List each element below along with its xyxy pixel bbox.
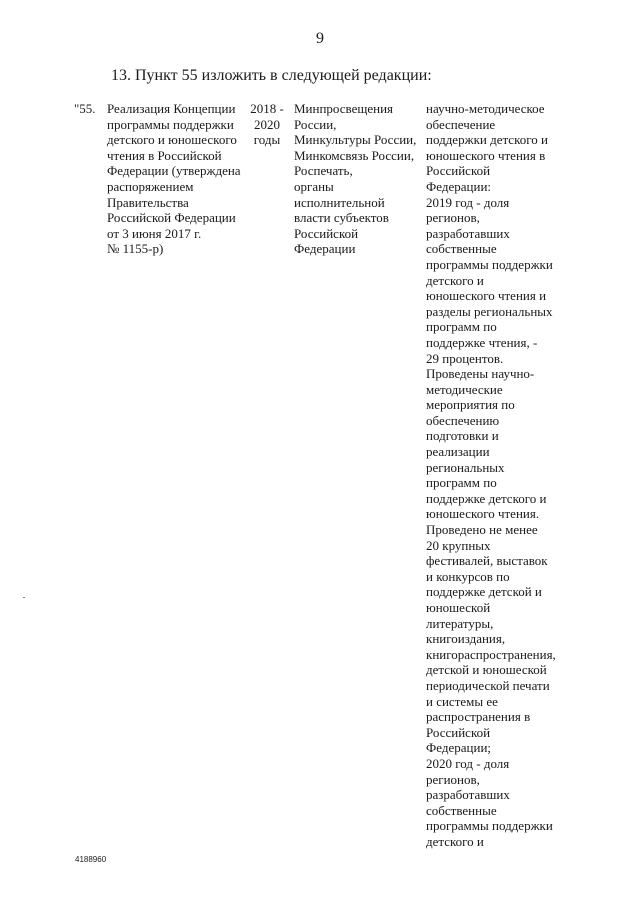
executors-column xyxy=(294,101,418,257)
result-text-line: 2020 год - доля xyxy=(426,755,510,771)
result-text-line: разработавших xyxy=(426,225,510,241)
result-text-line: книгоиздания, xyxy=(426,631,506,647)
result-column xyxy=(426,101,561,850)
result-text-line: региональных xyxy=(426,459,505,475)
action-text-line: детского и юношеского xyxy=(107,132,237,148)
executor-text-line: Роспечать, xyxy=(294,163,353,179)
action-text-line: Правительства xyxy=(107,194,189,210)
margin-mark xyxy=(23,597,25,598)
result-text-line: Российской xyxy=(426,724,491,740)
result-text-line: регионов, xyxy=(426,210,480,226)
result-text-line: мероприятия по xyxy=(426,397,515,413)
executor-text-line: органы xyxy=(294,178,334,194)
result-text-line: обеспечение xyxy=(426,116,496,132)
result-text-line: Проведены научно- xyxy=(426,366,535,382)
action-text-line: Федерации (утверждена xyxy=(107,163,241,179)
action-text-line: распоряжением xyxy=(107,178,194,194)
action-text-line: Российской Федерации xyxy=(107,210,236,226)
result-text-line: разработавших xyxy=(426,787,510,803)
result-text-line: 29 процентов. xyxy=(426,350,504,366)
dates-text-line: годы xyxy=(253,132,281,148)
executor-text-line: России, xyxy=(294,116,337,132)
executor-text-line: Российской xyxy=(294,225,359,241)
result-text-line: обеспечению xyxy=(426,412,500,428)
result-text-line: юношеского чтения в xyxy=(426,147,546,163)
result-text-line: 20 крупных xyxy=(426,537,491,553)
result-text-line: собственные xyxy=(426,802,497,818)
result-text-line: научно-методическое xyxy=(426,101,545,116)
result-text-line: поддержке детской и xyxy=(426,584,542,600)
result-text-line: программы поддержки xyxy=(426,818,553,834)
executor-text-line: Минкультуры России, xyxy=(294,132,417,148)
action-text-line: от 3 июня 2017 г. xyxy=(107,225,202,241)
document-code: 4188960 xyxy=(75,855,107,864)
dates-text-line: 2018 - xyxy=(250,101,284,116)
result-text-line: Федерации; xyxy=(426,740,492,756)
action-text-line: чтения в Российской xyxy=(107,147,222,163)
dates-column xyxy=(247,101,287,148)
result-text-line: поддержке детского и xyxy=(426,490,547,506)
result-text-line: Российской xyxy=(426,163,491,179)
result-text-line: и конкурсов по xyxy=(426,568,510,584)
result-text-line: собственные xyxy=(426,241,497,257)
executor-text-line: власти субъектов xyxy=(294,210,389,226)
amendment-instruction: 13. Пункт 55 изложить в следующей редакции: xyxy=(111,67,432,84)
result-text-line: программ по xyxy=(426,475,497,491)
result-text-line: книгораспространения, xyxy=(426,646,556,662)
executor-text-line: Минкомсвязь России, xyxy=(294,147,415,163)
result-text-line: юношеской xyxy=(426,600,491,615)
result-text-line: детского и xyxy=(426,272,484,288)
action-text-line: программы поддержки xyxy=(107,116,234,132)
result-text-line: 2019 год - доля xyxy=(426,194,510,210)
result-text-line: Федерации: xyxy=(426,178,492,194)
result-text-line: Проведено не менее xyxy=(426,522,538,538)
result-text-line: подготовки и xyxy=(426,428,499,444)
executor-text-line: Минпросвещения xyxy=(294,101,394,116)
executor-text-line: Федерации xyxy=(294,241,356,257)
result-text-line: юношеского чтения. xyxy=(426,506,540,522)
page-number: 9 xyxy=(316,30,324,47)
result-text-line: программ по xyxy=(426,319,497,335)
result-text-line: разделы региональных xyxy=(426,303,553,319)
executor-text-line: исполнительной xyxy=(294,194,385,210)
result-text-line: литературы, xyxy=(426,615,494,631)
result-text-line: программы поддержки xyxy=(426,256,553,272)
result-text-line: периодической печати xyxy=(426,677,550,693)
result-text-line: и системы ее xyxy=(426,693,498,709)
row-number: "55. xyxy=(74,101,96,116)
result-text-line: реализации xyxy=(426,444,490,460)
dates-text-line: 2020 xyxy=(254,116,280,132)
action-text-line: № 1155-р) xyxy=(107,241,164,257)
result-text-line: фестивалей, выставок xyxy=(426,553,548,569)
result-text-line: детской и юношеской xyxy=(426,662,547,678)
action-text-line: Реализация Концепции xyxy=(107,101,236,116)
result-text-line: распространения в xyxy=(426,709,531,725)
result-text-line: детского и xyxy=(426,833,484,849)
action-column xyxy=(107,101,243,257)
result-text-line: юношеского чтения и xyxy=(426,288,547,304)
result-text-line: методические xyxy=(426,381,503,397)
result-text-line: регионов, xyxy=(426,771,480,787)
result-text-line: поддержке чтения, - xyxy=(426,334,538,350)
result-text-line: поддержки детского и xyxy=(426,132,548,148)
